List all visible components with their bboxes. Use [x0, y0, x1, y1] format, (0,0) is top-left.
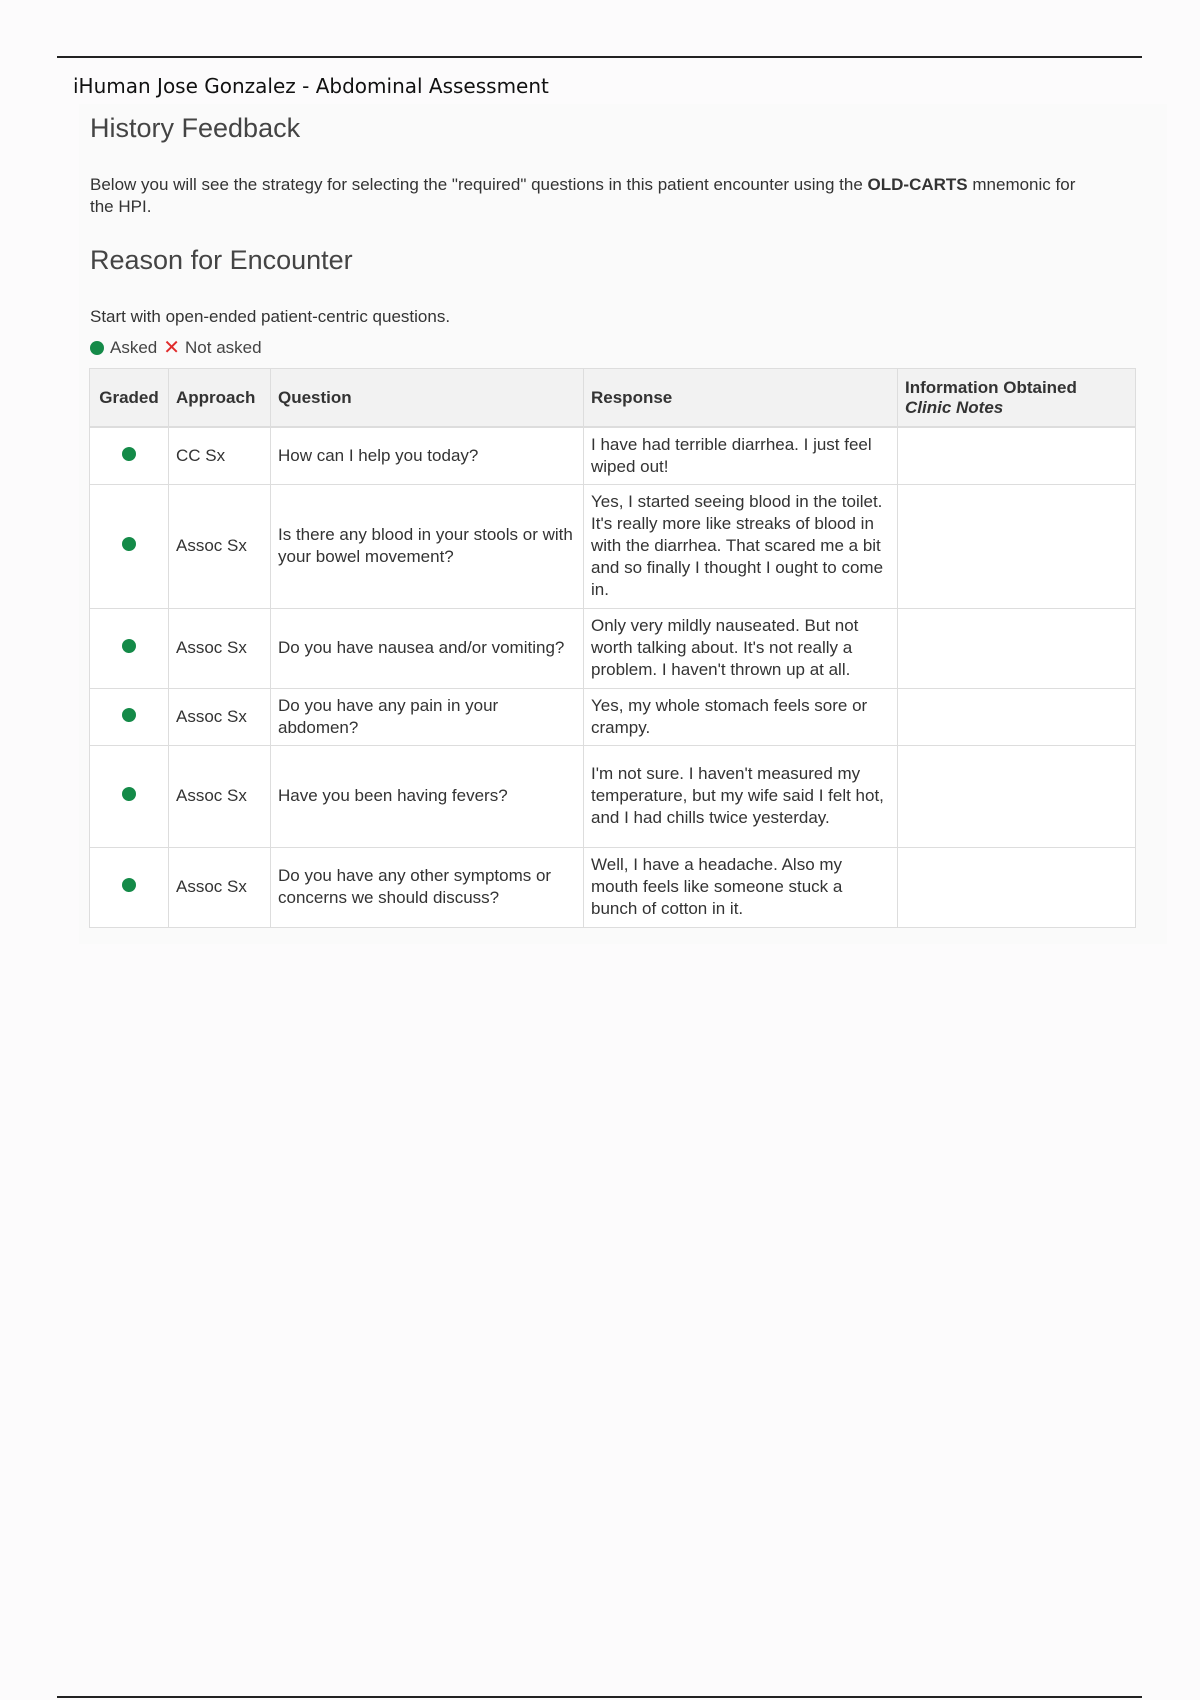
- reason-instruction: Start with open-ended patient-centric questions.: [90, 307, 451, 326]
- approach-cell: Assoc Sx: [169, 608, 271, 688]
- reason-heading: Reason for Encounter: [90, 245, 353, 275]
- notes-cell: [898, 484, 1136, 608]
- header-question: Question: [271, 369, 584, 428]
- notes-cell: [898, 608, 1136, 688]
- approach-cell: Assoc Sx: [169, 688, 271, 745]
- header-clinic-notes: Clinic Notes: [905, 397, 1004, 417]
- document-title: iHuman Jose Gonzalez - Abdominal Assessment: [73, 74, 549, 98]
- asked-dot-icon: [122, 447, 136, 461]
- question-cell: Do you have nausea and/or vomiting?: [271, 608, 584, 688]
- legend-not-asked-label: Not asked: [185, 338, 262, 357]
- bottom-rule: [57, 1696, 1142, 1698]
- legend: [90, 338, 262, 358]
- asked-dot-icon: [122, 787, 136, 801]
- intro-tail: mnemonic for the HPI.: [90, 175, 1076, 216]
- notes-cell: [898, 427, 1136, 484]
- notes-cell: [898, 688, 1136, 745]
- asked-dot-icon: [90, 341, 104, 355]
- table-row: [90, 608, 1136, 688]
- header-info-label: Information Obtained: [905, 377, 1077, 397]
- header-graded: Graded: [90, 369, 169, 428]
- intro-text: Below you will see the strategy for selecting the "required" questions in this patient encounter using the: [90, 175, 863, 194]
- graded-cell: [90, 688, 169, 745]
- header-approach: Approach: [169, 369, 271, 428]
- table-row: [90, 847, 1136, 927]
- response-cell: Yes, I started seeing blood in the toilet. It's really more like streaks of blood in with the diarrhea. That scared me a bit and so finally I thought I ought to come in.: [584, 484, 898, 608]
- question-cell: How can I help you today?: [271, 427, 584, 484]
- approach-cell: CC Sx: [169, 427, 271, 484]
- notes-cell: [898, 745, 1136, 847]
- response-cell: Yes, my whole stomach feels sore or crampy.: [584, 688, 898, 745]
- question-cell: Is there any blood in your stools or with your bowel movement?: [271, 484, 584, 608]
- asked-dot-icon: [122, 708, 136, 722]
- response-cell: I have had terrible diarrhea. I just feel wiped out!: [584, 427, 898, 484]
- asked-dot-icon: [122, 878, 136, 892]
- header-information-obtained: [898, 369, 1136, 428]
- table-row: [90, 427, 1136, 484]
- asked-dot-icon: [122, 639, 136, 653]
- approach-cell: Assoc Sx: [169, 745, 271, 847]
- questions-table: [89, 368, 1136, 928]
- graded-cell: [90, 847, 169, 927]
- question-cell: Have you been having fevers?: [271, 745, 584, 847]
- graded-cell: [90, 484, 169, 608]
- question-cell: Do you have any pain in your abdomen?: [271, 688, 584, 745]
- response-cell: Only very mildly nauseated. But not worth talking about. It's not really a problem. I haven't thrown up at all.: [584, 608, 898, 688]
- legend-asked-label: Asked: [110, 338, 158, 357]
- top-rule: [57, 56, 1142, 58]
- table-row: [90, 484, 1136, 608]
- table-row: [90, 688, 1136, 745]
- not-asked-x-icon: ✕: [163, 336, 181, 359]
- graded-cell: [90, 608, 169, 688]
- question-cell: Do you have any other symptoms or concerns we should discuss?: [271, 847, 584, 927]
- graded-cell: [90, 745, 169, 847]
- table-header-row: [90, 369, 1136, 428]
- response-cell: I'm not sure. I haven't measured my temperature, but my wife said I felt hot, and I had chills twice yesterday.: [584, 745, 898, 847]
- history-feedback-heading: History Feedback: [90, 113, 301, 143]
- intro-mnemonic: OLD-CARTS: [867, 175, 968, 194]
- approach-cell: Assoc Sx: [169, 847, 271, 927]
- table-row: [90, 745, 1136, 847]
- header-response: Response: [584, 369, 898, 428]
- notes-cell: [898, 847, 1136, 927]
- approach-cell: Assoc Sx: [169, 484, 271, 608]
- response-cell: Well, I have a headache. Also my mouth feels like someone stuck a bunch of cotton in it.: [584, 847, 898, 927]
- history-intro: [90, 174, 1100, 218]
- asked-dot-icon: [122, 537, 136, 551]
- graded-cell: [90, 427, 169, 484]
